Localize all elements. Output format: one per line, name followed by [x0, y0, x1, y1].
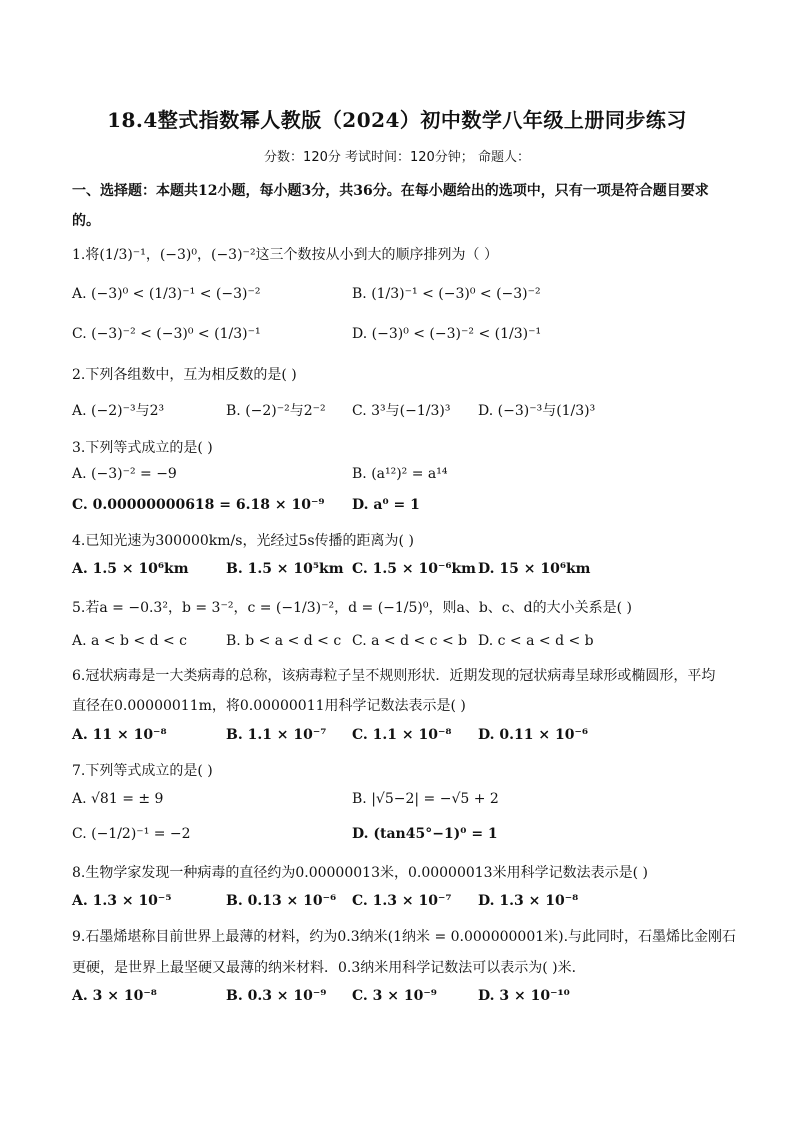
- question-2-stem: 2.下列各组数中，互为相反数的是( ): [72, 367, 297, 383]
- question-6-option-c: C. 1.1 × 10⁻⁸: [352, 727, 452, 743]
- question-4-option-c: C. 1.5 × 10⁻⁶km: [352, 561, 476, 577]
- question-8-stem: 8.生物学家发现一种病毒的直径约为0.00000013米，0.00000013米用科学记数法表示是( ): [72, 865, 648, 881]
- question-4-option-a: A. 1.5 × 10⁶km: [72, 561, 189, 577]
- question-8-option-c: C. 1.3 × 10⁻⁷: [352, 893, 452, 909]
- question-1-option-a: A. (−3)⁰ < (1/3)⁻¹ < (−3)⁻²: [72, 286, 261, 302]
- exam-meta: 分数：120分 考试时间：120分钟； 命题人：: [264, 150, 530, 165]
- question-7-option-b: B. |√5−2| = −√5 + 2: [352, 791, 499, 807]
- question-1-option-b: B. (1/3)⁻¹ < (−3)⁰ < (−3)⁻²: [352, 286, 541, 302]
- question-1-option-c: C. (−3)⁻² < (−3)⁰ < (1/3)⁻¹: [72, 326, 261, 342]
- question-2-option-b: B. (−2)⁻²与2⁻²: [226, 403, 326, 419]
- question-2-option-d: D. (−3)⁻³与(1/3)³: [478, 403, 596, 419]
- question-7-option-d: D. (tan45°−1)⁰ = 1: [352, 826, 498, 842]
- question-5-option-b: B. b < a < d < c: [226, 633, 342, 649]
- question-3-option-a: A. (−3)⁻² = −9: [72, 466, 177, 482]
- question-1-stem-text: 1.将(1/3)⁻¹，(−3)⁰，(−3)⁻²这三个数按从小到大的顺序排列为（ ）: [72, 247, 499, 263]
- question-8-option-d: D. 1.3 × 10⁻⁸: [478, 893, 579, 909]
- question-1-stem: [72, 244, 498, 264]
- question-2-option-a: A. (−2)⁻³与2³: [72, 403, 165, 419]
- question-4-option-b: B. 1.5 × 10⁵km: [226, 561, 344, 577]
- question-3-option-b: B. (a¹²)² = a¹⁴: [352, 466, 448, 482]
- question-6-stem-line-1: 6.冠状病毒是一大类病毒的总称，该病毒粒子呈不规则形状．近期发现的冠状病毒呈球形或椭圆形，平均: [72, 668, 716, 684]
- question-6-stem-line-2: 直径在0.00000011m，将0.00000011用科学记数法表示是( ): [72, 698, 466, 714]
- question-3-stem: 3.下列等式成立的是( ): [72, 440, 213, 456]
- question-9-option-c: C. 3 × 10⁻⁹: [352, 988, 437, 1004]
- question-9-stem-line-2: 更硬，是世界上最坚硬又最薄的纳米材料．0.3纳米用科学记数法可以表示为( )米．: [72, 960, 586, 976]
- question-8-option-b: B. 0.13 × 10⁻⁶: [226, 893, 337, 909]
- question-5-stem: 5.若a = −0.3²，b = 3⁻²，c = (−1/3)⁻²，d = (−1/5)⁰，则a、b、c、d的大小关系是( ): [72, 600, 632, 616]
- question-7-stem: 7.下列等式成立的是( ): [72, 763, 213, 779]
- question-8-option-a: A. 1.3 × 10⁻⁵: [72, 893, 172, 909]
- question-9-option-a: A. 3 × 10⁻⁸: [72, 988, 157, 1004]
- question-7-option-a: A. √81 = ± 9: [72, 791, 164, 807]
- section-heading: 一、选择题：本题共12小题，每小题3分，共36分。在每小题给出的选项中，只有一项是符合题目要求的。: [72, 183, 709, 229]
- question-4-option-d: D. 15 × 10⁶km: [478, 561, 591, 577]
- question-5-option-c: C. a < d < c < b: [352, 633, 468, 649]
- question-3-option-d: D. a⁰ = 1: [352, 497, 420, 513]
- question-3-option-c: C. 0.00000000618 = 6.18 × 10⁻⁹: [72, 497, 325, 513]
- question-1-option-d: D. (−3)⁰ < (−3)⁻² < (1/3)⁻¹: [352, 326, 542, 342]
- question-2-option-c: C. 3³与(−1/3)³: [352, 403, 451, 419]
- question-9-stem-line-1: 9.石墨烯堪称目前世界上最薄的材料，约为0.3纳米(1纳米 = 0.000000001米).与此同时，石墨烯比金刚石: [72, 929, 737, 945]
- question-5-option-a: A. a < b < d < c: [72, 633, 188, 649]
- question-6-option-d: D. 0.11 × 10⁻⁶: [478, 727, 588, 743]
- question-9-option-d: D. 3 × 10⁻¹⁰: [478, 988, 570, 1004]
- question-6-option-a: A. 11 × 10⁻⁸: [72, 727, 167, 743]
- question-5-option-d: D. c < a < d < b: [478, 633, 594, 649]
- question-4-stem: 4.已知光速为300000km/s，光经过5s传播的距离为( ): [72, 533, 414, 549]
- question-9-option-b: B. 0.3 × 10⁻⁹: [226, 988, 327, 1004]
- question-6-option-b: B. 1.1 × 10⁻⁷: [226, 727, 327, 743]
- question-7-option-c: C. (−1/2)⁻¹ = −2: [72, 826, 191, 842]
- page-title: 18.4整式指数幂人教版（2024）初中数学八年级上册同步练习: [107, 108, 687, 132]
